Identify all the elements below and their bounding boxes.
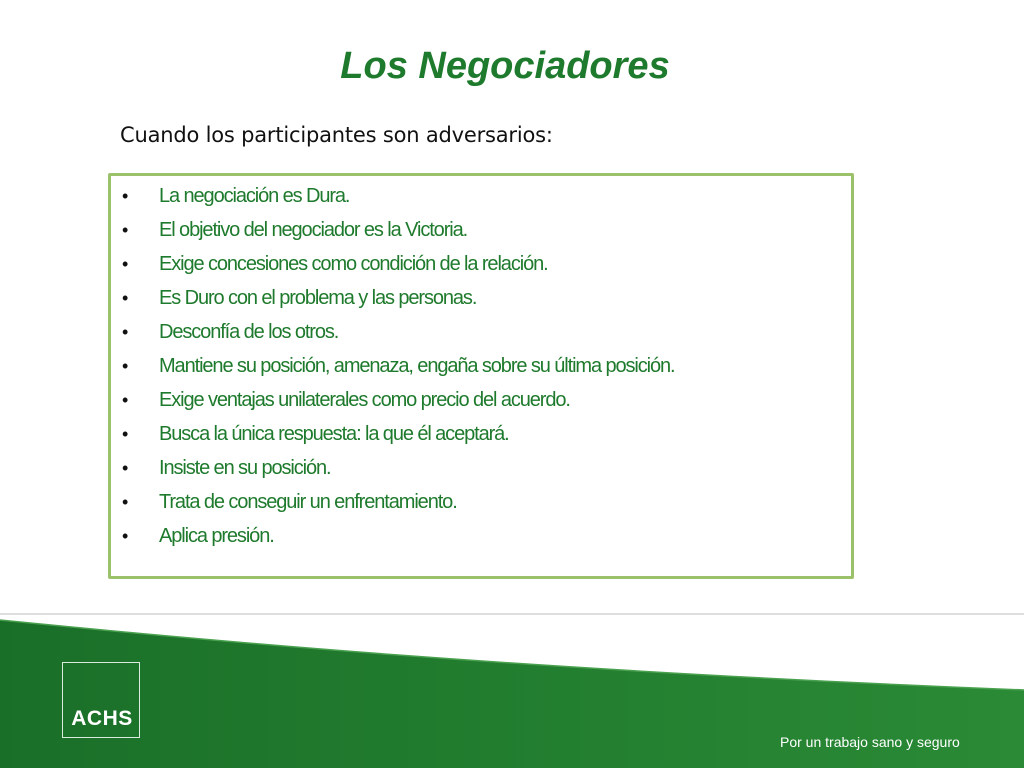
list-item [111, 452, 851, 486]
list-item [111, 486, 851, 520]
list-item-text: Busca la única respuesta: la que él aceptará. [159, 423, 509, 445]
bullet-icon: • [122, 288, 129, 308]
list-item-text: Aplica presión. [159, 525, 274, 547]
list-item-text: Mantiene su posición, amenaza, engaña sobre su última posición. [159, 355, 675, 377]
list-item [111, 384, 851, 418]
bullet-icon: • [122, 526, 129, 546]
list-item-text: Desconfía de los otros. [159, 321, 339, 343]
list-item [111, 214, 851, 248]
list-item [111, 520, 851, 554]
list-item [111, 282, 851, 316]
achs-logo [62, 662, 140, 738]
slide-title: Los Negociadores [340, 45, 670, 87]
list-item [111, 418, 851, 452]
slide-subtitle: Cuando los participantes son adversarios: [120, 123, 553, 147]
bullet-icon: • [122, 390, 129, 410]
list-item-text: Insiste en su posición. [159, 457, 331, 479]
bullet-icon: • [122, 220, 129, 240]
bullet-icon: • [122, 424, 129, 444]
bullet-list [111, 180, 851, 554]
logo-text: ACHS [71, 707, 133, 730]
list-item-text: La negociación es Dura. [159, 185, 350, 207]
bullet-icon: • [122, 322, 129, 342]
bullet-icon: • [122, 356, 129, 376]
list-item-text: El objetivo del negociador es la Victoria. [159, 219, 468, 241]
list-item [111, 316, 851, 350]
list-item [111, 248, 851, 282]
bullet-icon: • [122, 492, 129, 512]
bullet-icon: • [122, 254, 129, 274]
bullet-icon: • [122, 186, 129, 206]
footer-tagline: Por un trabajo sano y seguro [780, 734, 960, 750]
list-item [111, 350, 851, 384]
list-item-text: Exige ventajas unilaterales como precio del acuerdo. [159, 389, 570, 411]
list-item [111, 180, 851, 214]
list-item-text: Es Duro con el problema y las personas. [159, 287, 477, 309]
bullet-icon: • [122, 458, 129, 478]
list-item-text: Trata de conseguir un enfrentamiento. [159, 491, 457, 513]
content-box [108, 173, 854, 579]
list-item-text: Exige concesiones como condición de la relación. [159, 253, 548, 275]
